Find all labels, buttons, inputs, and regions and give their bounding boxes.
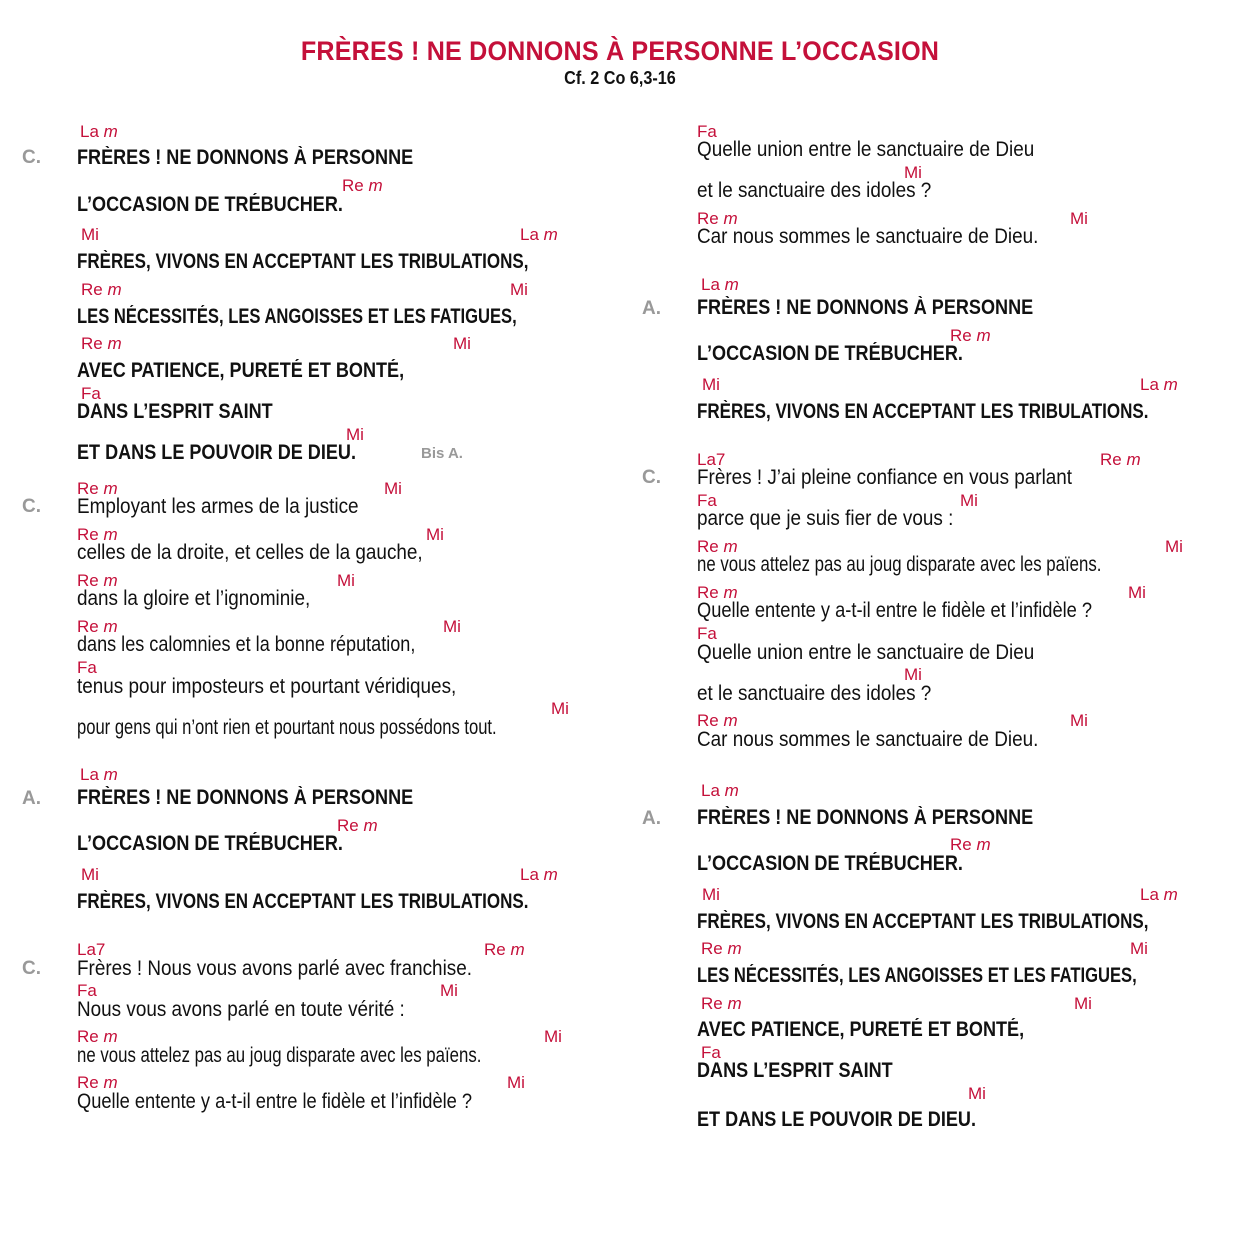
chord-mi: Mi	[702, 375, 720, 394]
chord-mi: Mi	[453, 334, 471, 353]
chord-mi: Mi	[968, 1084, 986, 1103]
lyric-line: AVEC PATIENCE, PURETÉ ET BONTÉ,	[697, 1018, 1025, 1041]
lyric-line: L’OCCASION DE TRÉBUCHER.	[697, 852, 963, 875]
lyric-line: tenus pour imposteurs et pourtant véridiques,	[77, 675, 457, 698]
lyric-line: DANS L’ESPRIT SAINT	[77, 400, 273, 423]
chord-fa: Fa	[697, 122, 717, 141]
chord-re-m: Re m	[342, 176, 383, 195]
lyric-line: L’OCCASION DE TRÉBUCHER.	[77, 193, 343, 216]
chord-re-m: Re m	[950, 326, 991, 345]
chord-mi: Mi	[81, 225, 99, 244]
chord-fa: Fa	[701, 1043, 721, 1062]
chord-mi: Mi	[904, 163, 922, 182]
section-label: A.	[22, 788, 41, 809]
lyric-line: FRÈRES, VIVONS EN ACCEPTANT LES TRIBULATIONS,	[77, 250, 529, 273]
section-label: C.	[22, 147, 41, 168]
lyric-line: Nous vous avons parlé en toute vérité :	[77, 998, 405, 1021]
chord-mi: Mi	[510, 280, 528, 299]
chord-mi: Mi	[960, 491, 978, 510]
chord-mi: Mi	[1074, 994, 1092, 1013]
lyric-line: LES NÉCESSITÉS, LES ANGOISSES ET LES FATIGUES,	[697, 964, 1137, 987]
lyric-line: Car nous sommes le sanctuaire de Dieu.	[697, 728, 1039, 751]
chord-mi: Mi	[544, 1027, 562, 1046]
chord-re-m: Re m	[697, 209, 738, 228]
chord-mi: Mi	[81, 865, 99, 884]
lyric-line: Frères ! J’ai pleine confiance en vous parlant	[697, 466, 1073, 489]
lyric-line: FRÈRES ! NE DONNONS À PERSONNE	[697, 296, 1034, 319]
lyric-line: FRÈRES, VIVONS EN ACCEPTANT LES TRIBULATIONS.	[77, 890, 529, 913]
chord-mi: Mi	[1070, 209, 1088, 228]
lyric-line: LES NÉCESSITÉS, LES ANGOISSES ET LES FATIGUES,	[77, 305, 517, 328]
lyric-line: ET DANS LE POUVOIR DE DIEU.	[697, 1108, 976, 1131]
chord-re-m: Re m	[81, 334, 122, 353]
chord-mi: Mi	[1128, 583, 1146, 602]
chord-mi: Mi	[337, 571, 355, 590]
lyric-line: parce que je suis fier de vous :	[697, 507, 954, 530]
chord-mi: Mi	[507, 1073, 525, 1092]
lyric-line: et le sanctuaire des idoles ?	[697, 179, 932, 202]
lyric-line: Car nous sommes le sanctuaire de Dieu.	[697, 225, 1039, 248]
chord-re-m: Re m	[950, 835, 991, 854]
chord-re-m: Re m	[1100, 450, 1141, 469]
chord-mi: Mi	[904, 665, 922, 684]
chord-la-m: La m	[1140, 885, 1178, 904]
chord-fa: Fa	[81, 384, 101, 403]
chord-mi: Mi	[426, 525, 444, 544]
chord-re-m: Re m	[77, 571, 118, 590]
lyric-line: pour gens qui n’ont rien et pourtant nous possédons tout.	[77, 716, 497, 739]
lyric-line: et le sanctuaire des idoles ?	[697, 682, 932, 705]
chord-mi: Mi	[1165, 537, 1183, 556]
chord-la-m: La m	[520, 225, 558, 244]
chord-re-m: Re m	[77, 1027, 118, 1046]
lyric-line: Quelle union entre le sanctuaire de Dieu	[697, 138, 1035, 161]
lyric-line: L’OCCASION DE TRÉBUCHER.	[77, 832, 343, 855]
chord-mi: Mi	[346, 425, 364, 444]
chord-re-m: Re m	[337, 816, 378, 835]
chord-la-m: La m	[701, 781, 739, 800]
lyric-line: ne vous attelez pas au joug disparate avec les païens.	[77, 1044, 482, 1067]
lyric-line: DANS L’ESPRIT SAINT	[697, 1059, 893, 1082]
lyric-line: Quelle union entre le sanctuaire de Dieu	[697, 641, 1035, 664]
lyric-line: FRÈRES, VIVONS EN ACCEPTANT LES TRIBULATIONS,	[697, 910, 1149, 933]
lyric-line: Quelle entente y a-t-il entre le fidèle et l’infidèle ?	[77, 1090, 473, 1113]
section-label: A.	[642, 298, 661, 319]
lyric-line: FRÈRES ! NE DONNONS À PERSONNE	[77, 146, 414, 169]
scripture-reference: Cf. 2 Co 6,3-16	[564, 68, 676, 88]
chord-re-m: Re m	[77, 479, 118, 498]
lyric-line: celles de la droite, et celles de la gauche,	[77, 541, 423, 564]
lyric-line: ne vous attelez pas au joug disparate avec les païens.	[697, 553, 1102, 576]
chord-re-m: Re m	[697, 583, 738, 602]
chord-re-m: Re m	[77, 525, 118, 544]
chord-mi: Mi	[384, 479, 402, 498]
chord-la-m: La m	[701, 275, 739, 294]
lyric-line: FRÈRES ! NE DONNONS À PERSONNE	[697, 806, 1034, 829]
chord-re-m: Re m	[77, 1073, 118, 1092]
chord-la-m: La m	[80, 122, 118, 141]
chord-mi: Mi	[702, 885, 720, 904]
lyric-line: dans la gloire et l’ignominie,	[77, 587, 311, 610]
lyric-line: AVEC PATIENCE, PURETÉ ET BONTÉ,	[77, 359, 405, 382]
chord-fa: Fa	[77, 981, 97, 1000]
lyric-line: Employant les armes de la justice	[77, 495, 359, 518]
chord-fa: Fa	[697, 624, 717, 643]
chord-la7: La7	[697, 450, 726, 469]
lyric-line: FRÈRES ! NE DONNONS À PERSONNE	[77, 786, 414, 809]
lyric-line: Frères ! Nous vous avons parlé avec franchise.	[77, 957, 472, 980]
lyric-line: L’OCCASION DE TRÉBUCHER.	[697, 342, 963, 365]
chord-re-m: Re m	[81, 280, 122, 299]
lyric-line: FRÈRES, VIVONS EN ACCEPTANT LES TRIBULATIONS.	[697, 400, 1149, 423]
chord-re-m: Re m	[701, 994, 742, 1013]
chord-mi: Mi	[1130, 939, 1148, 958]
section-label: C.	[22, 958, 41, 979]
section-label: A.	[642, 808, 661, 829]
chord-mi: Mi	[440, 981, 458, 1000]
chord-la-m: La m	[80, 765, 118, 784]
chord-mi: Mi	[551, 699, 569, 718]
chord-mi: Mi	[1070, 711, 1088, 730]
chord-re-m: Re m	[697, 537, 738, 556]
lyric-line: ET DANS LE POUVOIR DE DIEU.	[77, 441, 356, 464]
chord-re-m: Re m	[697, 711, 738, 730]
chord-re-m: Re m	[701, 939, 742, 958]
section-label: C.	[642, 467, 661, 488]
chord-re-m: Re m	[77, 617, 118, 636]
chord-mi: Mi	[443, 617, 461, 636]
chord-la-m: La m	[1140, 375, 1178, 394]
chord-la-m: La m	[520, 865, 558, 884]
section-label: C.	[22, 496, 41, 517]
chord-fa: Fa	[77, 658, 97, 677]
chord-la7: La7	[77, 940, 106, 959]
chord-re-m: Re m	[484, 940, 525, 959]
song-title: FRÈRES ! NE DONNONS À PERSONNE L’OCCASION	[300, 36, 940, 66]
lyric-line: Quelle entente y a-t-il entre le fidèle et l’infidèle ?	[697, 599, 1093, 622]
chord-fa: Fa	[697, 491, 717, 510]
repeat-note: Bis A.	[421, 445, 463, 462]
lyric-line: dans les calomnies et la bonne réputation,	[77, 633, 416, 656]
